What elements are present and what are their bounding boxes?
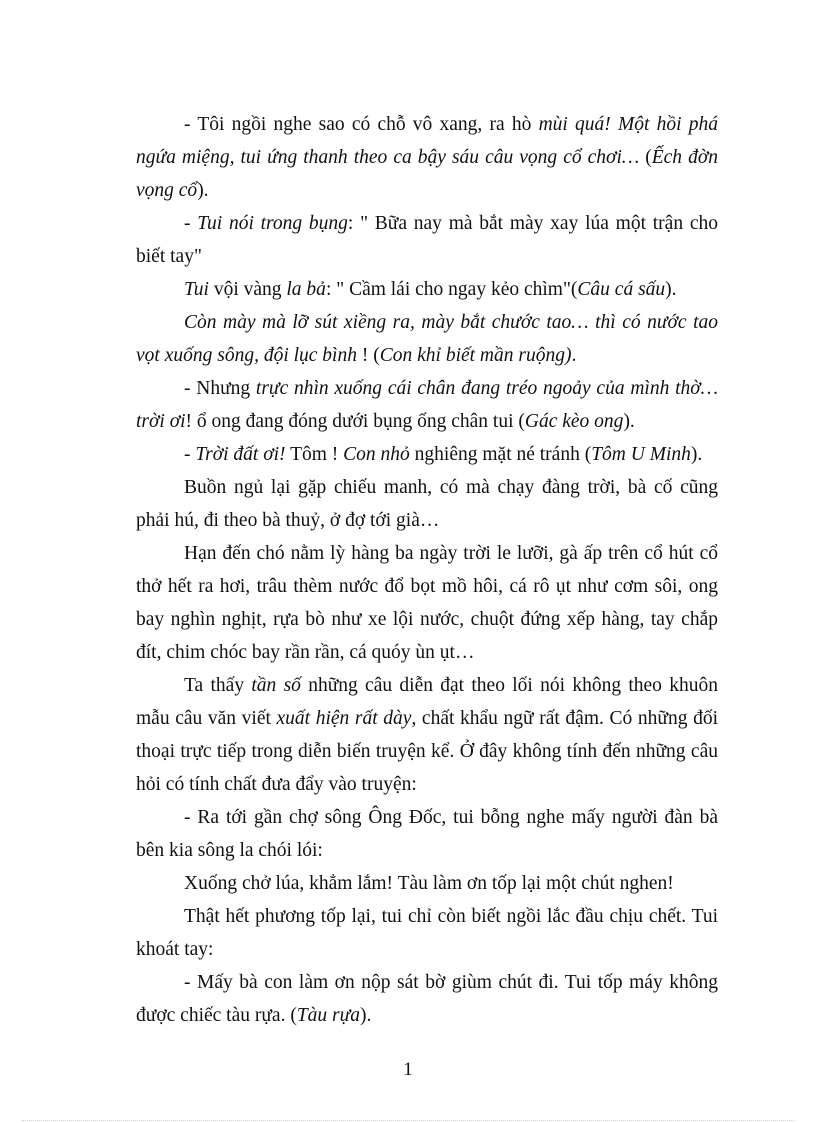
text-run: những câu diễn đạt theo lối nói không theo khuôn mẫu câu văn viết [136, 675, 718, 729]
text-run: - [184, 213, 198, 234]
text-run: , chất khẩu ngữ rất đậm. Có những đối thoại trực tiếp trong diễn biến truyện kể. Ở đây không tính đến những câu hỏi có tính chất đưa đẩy vào truyện: [136, 708, 718, 795]
paragraph-2 [136, 207, 718, 273]
text-run: vội vàng [208, 279, 287, 300]
paragraph-8 [136, 537, 718, 669]
page-number: 1 [403, 1059, 413, 1080]
text-run: Tôm ! [285, 444, 344, 465]
italic-run: la bả [286, 279, 326, 300]
body-text [136, 108, 718, 1032]
text-run: - Mấy bà con làm ơn nộp sát bờ giùm chút đi. Tui tốp máy không được chiếc tàu rựa. ( [136, 972, 718, 1026]
paragraph-5 [136, 372, 718, 438]
text-run: Xuống chở lúa, khẳm lắm! Tàu làm ơn tốp lại một chút nghen! [184, 873, 674, 894]
text-run: ). [665, 279, 677, 300]
text-run: . [571, 345, 577, 366]
paragraph-10 [136, 801, 718, 867]
italic-run: mùi quá! Một hồi phá ngứa miệng, tui ứng thanh theo ca bậy sáu câu vọng cổ chơi… [136, 114, 719, 168]
text-run: - Ra tới gần chợ sông Ông Đốc, tui bỗng nghe mấy người đàn bà bên kia sông la chói lói: [136, 807, 718, 861]
text-run: ). [623, 411, 635, 432]
text-run: : " Cầm lái cho ngay kẻo chìm"( [325, 279, 578, 300]
text-run: Hạn đến chó nằm lỳ hàng ba ngày trời le lưỡi, gà ấp trên cổ hút cổ thở hết ra hơi, trâu thèm nước đổ bọt mồ hôi, cá rô ụt như cơm sôi, ong bay nghìn nghịt, rựa bò như xe lội nước, chuột đứng xếp hàng, tay chắp đít, chim chóc bay rần rần, cá quóy ùn ụt… [136, 543, 718, 663]
text-run: ( [639, 147, 652, 168]
italic-run: Tui nói trong bụng [197, 213, 348, 234]
footer-divider [22, 1120, 794, 1121]
italic-run: Còn mày mà lỡ sút xiềng ra, mày bắt chước tao… thì có nước tao vọt xuống sông, đội lục bình [136, 312, 718, 366]
paragraph-4 [136, 306, 718, 372]
paragraph-12 [136, 900, 718, 966]
text-run: Thật hết phương tốp lại, tui chỉ còn biết ngồi lắc đầu chịu chết. Tui khoát tay: [136, 906, 718, 960]
paragraph-9 [136, 669, 718, 801]
paragraph-1 [136, 108, 718, 207]
text-run: - Tôi ngồi nghe sao có chỗ vô xang, ra hò [184, 114, 539, 135]
paragraph-7 [136, 471, 718, 537]
text-run: ). [197, 180, 209, 201]
italic-run: Tàu rựa [296, 1005, 361, 1026]
italic-run: Câu cá sấu [577, 279, 666, 300]
text-run: ! ổ ong đang đóng dưới bụng ống chân tui ( [185, 411, 525, 432]
text-run: ). [690, 444, 703, 465]
text-run: Ta thấy [184, 675, 252, 696]
text-run: : " Bữa nay mà bắt mày xay lúa một trận cho biết tay" [136, 213, 718, 267]
italic-run: Con khỉ biết mần ruộng) [379, 345, 572, 366]
text-run: nghiêng mặt né tránh ( [409, 444, 592, 465]
italic-run: Ếch đờn vọng cổ [136, 147, 718, 201]
paragraph-6 [136, 438, 718, 471]
italic-run: Con nhỏ [343, 444, 410, 465]
italic-run: xuất hiện rất dày [276, 708, 412, 729]
italic-run: trực nhìn xuống cái chân đang tréo ngoảy của mình thờ… trời ơi [136, 378, 718, 432]
paragraph-11 [136, 867, 718, 900]
paragraph-3 [136, 273, 718, 306]
italic-run: Gác kèo ong [524, 411, 624, 432]
text-run: ). [360, 1005, 372, 1026]
italic-run: Tui [184, 279, 209, 300]
text-run: Buồn ngủ lại gặp chiếu manh, có mà chạy đàng trời, bà cố cũng phải hú, đi theo bà thuỷ, ở đợ tới già… [136, 477, 718, 531]
italic-run: Trời đất ơi! [195, 444, 286, 465]
italic-run: Tôm U Minh [591, 444, 691, 465]
text-run: - Nhưng [184, 378, 256, 399]
paragraph-13 [136, 966, 718, 1032]
italic-run: tần số [251, 675, 301, 696]
text-run: - [184, 444, 196, 465]
text-run: ! ( [356, 345, 380, 366]
